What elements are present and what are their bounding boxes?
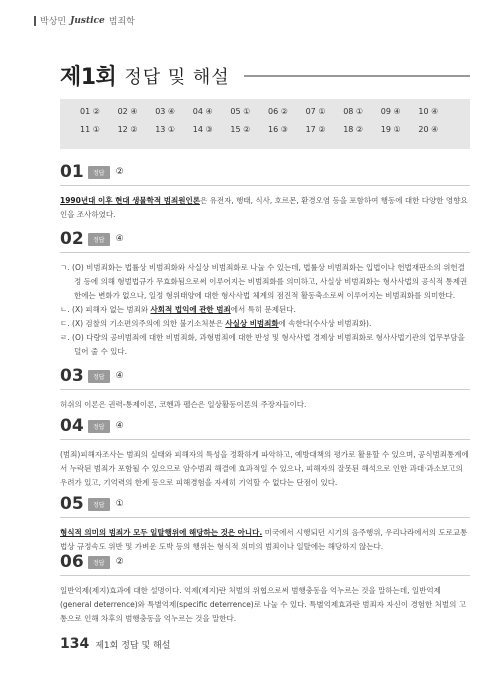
answer-key-item: 01 ② bbox=[80, 107, 100, 116]
question-01 bbox=[60, 162, 470, 222]
answer-key-item: 09 ④ bbox=[380, 107, 401, 116]
question-04 bbox=[60, 416, 470, 490]
answer-key-item: 06 ② bbox=[267, 107, 288, 116]
explanation-text: 은 유전자, 행태, 식사, 호르몬, 환경오염 등을 포함하여 행동에 대한 다양한 영향요인을 조사하였다. bbox=[60, 196, 468, 219]
explanation bbox=[60, 526, 470, 554]
answer-value: ② bbox=[115, 167, 124, 177]
answer-tag: 정답 bbox=[88, 233, 110, 246]
divider bbox=[60, 252, 470, 253]
question-number: 06 bbox=[60, 552, 84, 572]
answer-key-item: 04 ④ bbox=[192, 107, 213, 116]
header-author: 박상민 bbox=[40, 17, 67, 27]
question-head bbox=[60, 416, 470, 436]
answer-key-item: 14 ③ bbox=[192, 125, 213, 134]
answer-value: ④ bbox=[115, 421, 124, 431]
answer-key-item: 07 ① bbox=[305, 107, 326, 116]
answer-key-item: 18 ② bbox=[343, 125, 364, 134]
item-c-key: 사실상 비범죄화 bbox=[225, 319, 279, 328]
question-head bbox=[60, 366, 470, 386]
answer-value: ② bbox=[115, 557, 124, 567]
title-sub: 정답 및 해설 bbox=[124, 66, 230, 88]
answer-key-item: 13 ① bbox=[155, 125, 176, 134]
answer-key-item: 10 ④ bbox=[418, 107, 439, 116]
divider bbox=[60, 439, 470, 440]
key-phrase: 1990년대 이후 현대 생물학적 범죄원인론 bbox=[60, 196, 200, 205]
question-number: 05 bbox=[60, 494, 84, 514]
question-head bbox=[60, 162, 470, 182]
answer-key-item: 03 ④ bbox=[155, 107, 176, 116]
explanation bbox=[60, 194, 470, 222]
divider bbox=[60, 389, 470, 390]
answer-tag: 정답 bbox=[88, 370, 110, 383]
page-number: 134 bbox=[60, 636, 90, 652]
page-footer bbox=[60, 636, 170, 652]
answer-key-item: 17 ② bbox=[305, 125, 326, 134]
explanation bbox=[60, 448, 470, 490]
explanation-text: 미국에서 시행되던 시기의 음주행위, 우리나라에서의 도로교통법상 규정속도 위반 및 가벼운 도박 등의 행위는 형식적 의미의 범죄이나 일탈에는 해당하지 않는다. bbox=[60, 528, 468, 551]
answer-tag: 정답 bbox=[88, 498, 110, 511]
key-phrase: 형식적 의미의 범죄가 모두 일탈행위에 해당하는 것은 아니다. bbox=[60, 528, 263, 537]
question-02 bbox=[60, 229, 470, 359]
question-06 bbox=[60, 552, 470, 626]
question-head bbox=[60, 494, 470, 514]
item-b bbox=[60, 303, 470, 317]
item-a: ㄱ. (O) 비범죄화는 법률상 비범죄화와 사실상 비범죄화로 나눌 수 있는데, 법률상 비범죄화는 입법이나 헌법재판소의 위헌결정 등에 의해 형벌법규가 무효화됨으로써 이루어지는 비범죄화를 의미하고, 사실상 비범죄화는 형사사법의 공식적 통제권한에는 변화가 없으나, 일정 형위태양에 대한 형사사법 체계의 점진적 활동축소로써 이루어지는 비범죄화를 의미한다. bbox=[60, 263, 468, 300]
explanation bbox=[60, 261, 470, 359]
item-b-text: ㄴ. (X) 피해자 없는 범죄와 bbox=[60, 305, 151, 314]
item-c bbox=[60, 317, 470, 331]
item-c-text: ㄷ. (X) 검찰의 기소편의주의에 의한 불기소처분은 bbox=[60, 319, 226, 328]
question-number: 03 bbox=[60, 366, 84, 386]
answer-key-box bbox=[60, 99, 470, 149]
question-03 bbox=[60, 366, 470, 412]
item-b-tail: 에서 특히 문제된다. bbox=[230, 305, 296, 314]
question-number: 04 bbox=[60, 416, 84, 436]
title-main: 제1회 bbox=[60, 65, 117, 90]
question-number: 02 bbox=[60, 229, 84, 249]
answer-key-item: 12 ② bbox=[117, 125, 138, 134]
answer-key-item: 11 ① bbox=[80, 125, 100, 134]
running-header bbox=[34, 14, 135, 27]
divider bbox=[60, 575, 470, 576]
answer-key-item: 15 ② bbox=[230, 125, 251, 134]
footer-title: 제1회 정답 및 해설 bbox=[95, 641, 171, 651]
divider bbox=[60, 517, 470, 518]
header-subject: 범죄학 bbox=[108, 17, 135, 27]
explanation-text: 허쉬의 이론은 권력-통제이론, 코헨과 펠슨은 일상활동이론의 주장자들이다. bbox=[60, 400, 307, 409]
header-bar bbox=[34, 16, 36, 26]
answer-tag: 정답 bbox=[88, 556, 110, 569]
explanation-text: (범죄)피해자조사는 범죄의 실태와 피해자의 특성을 정확하게 파악하고, 예방대책의 평가로 활용할 수 있으며, 공식범죄통계에서 누락된 범죄가 포함될 수 있으므로 암수범죄 해결에 효과적일 수 있으나, 피해자의 잘못된 해석으로 인한 과대·과소보고의 우려가 있고, 기억력의 한계 등으로 피해경험을 자세히 기억할 수 없다는 단점이 있다. bbox=[60, 450, 469, 487]
question-05 bbox=[60, 494, 470, 554]
question-head bbox=[60, 552, 470, 572]
item-c-tail: 에 속한다(수사상 비범죄화). bbox=[278, 319, 372, 328]
explanation bbox=[60, 584, 470, 626]
header-brand: Justice bbox=[70, 15, 105, 26]
answer-tag: 정답 bbox=[88, 420, 110, 433]
answer-key-item: 05 ① bbox=[230, 107, 251, 116]
item-d: ㄹ. (O) 다량의 공비범죄에 대한 비범죄화, 과형범죄에 대한 반성 및 형사사법 경제상 비범죄화로 형사사법기관의 업무부담을 덜어 줄 수 있다. bbox=[60, 333, 465, 356]
question-head bbox=[60, 229, 470, 249]
divider bbox=[60, 185, 470, 186]
answer-key-grid bbox=[80, 107, 456, 134]
answer-key-item: 02 ④ bbox=[117, 107, 138, 116]
answer-value: ④ bbox=[115, 371, 124, 381]
title-rule bbox=[244, 75, 470, 77]
answer-key-item: 20 ④ bbox=[418, 125, 439, 134]
answer-key-item: 19 ① bbox=[380, 125, 401, 134]
answer-tag: 정답 bbox=[88, 166, 110, 179]
explanation bbox=[60, 398, 470, 412]
answer-key-item: 16 ③ bbox=[267, 125, 288, 134]
answer-value: ④ bbox=[115, 234, 124, 244]
question-number: 01 bbox=[60, 162, 84, 182]
answer-key-item: 08 ① bbox=[343, 107, 364, 116]
explanation-text: 일반억제(제지)효과에 대한 설명이다. 억제(제지)란 처벌의 위협으로써 범행충동을 억누르는 것을 말하는데, 일반억제(general deterrence)와 특별억제(specific deterrence)로 나눌 수 있다. 특별억제효과란 범죄자 자신이 경험한 처벌의 고통으로 인해 차후의 범행충동을 억누르는 것을 말한다. bbox=[60, 586, 466, 623]
answer-value: ① bbox=[115, 499, 124, 509]
item-b-key: 사회적 법익에 관한 범죄 bbox=[150, 305, 231, 314]
section-title bbox=[60, 60, 470, 91]
